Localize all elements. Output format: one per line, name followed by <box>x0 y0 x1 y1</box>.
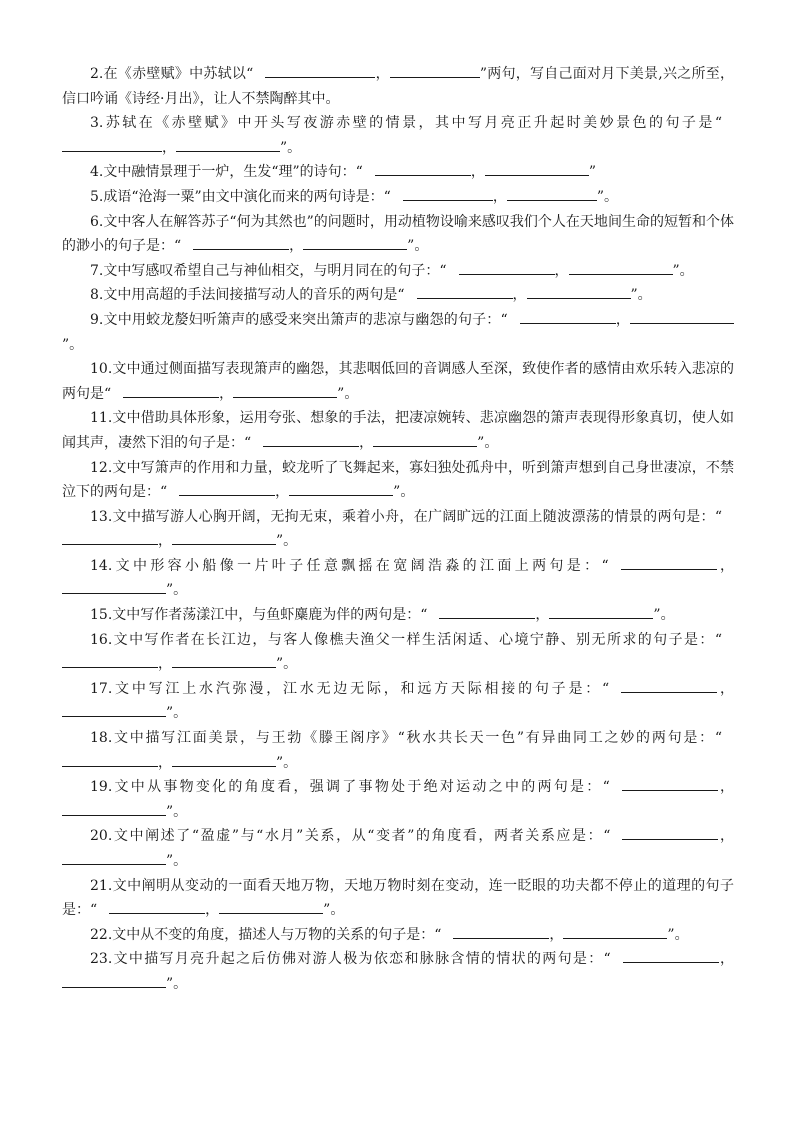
question-text: ， <box>158 533 172 550</box>
question-3 <box>62 111 734 160</box>
question-text: 18.文中描写江面美景，与王勃《滕王阁序》“秋水共长天一色”有异曲同工之妙的两句是：“ <box>90 730 722 747</box>
fill-blank-2[interactable] <box>485 161 589 176</box>
fill-blank-2[interactable] <box>62 850 166 865</box>
question-text: 3.苏轼在《赤壁赋》中开头写夜游赤壁的情景，其中写月亮正升起时美妙景色的句子是“ <box>90 115 722 132</box>
question-text: ， <box>219 385 234 402</box>
question-text: ， <box>289 238 304 255</box>
question-text: ”。 <box>672 262 694 279</box>
question-text: ”。 <box>407 238 429 255</box>
question-text: ”。 <box>653 607 675 624</box>
fill-blank-2[interactable] <box>549 604 653 619</box>
fill-blank-1[interactable] <box>62 752 158 767</box>
question-text: ”。 <box>477 434 499 451</box>
question-text: ， <box>275 484 290 501</box>
question-text: 14.文中形容小船像一片叶子任意飘摇在宽阔浩淼的江面上两句是：“ <box>90 557 609 574</box>
question-14 <box>62 554 734 603</box>
fill-blank-2[interactable] <box>172 530 276 545</box>
question-5 <box>62 185 734 210</box>
question-text: 5.成语“沧海一粟”由文中演化而来的两句诗是：“ <box>90 188 391 205</box>
question-text: ”。 <box>62 336 84 353</box>
question-text: 16.文中写作者在长江边，与客人像樵夫渔父一样生活闲适、心境宁静、别无所求的句子是：“ <box>90 631 722 648</box>
fill-blank-2[interactable] <box>62 579 166 594</box>
fill-blank-1[interactable] <box>623 948 719 963</box>
question-text: ”。 <box>276 754 298 771</box>
question-text: ， <box>375 66 390 82</box>
question-11 <box>62 406 734 455</box>
fill-blank-2[interactable] <box>176 137 280 152</box>
question-6 <box>62 210 734 259</box>
fill-blank-1[interactable] <box>520 309 616 324</box>
question-text: ”。 <box>166 853 188 869</box>
question-text: 9.文中用蛟龙嫠妇听箫声的感受来突出箫声的悲凉与幽怨的句子：“ <box>90 311 508 328</box>
question-text: ， <box>470 164 485 181</box>
question-text: 11.文中借助具体形象，运用夸张、想象的手法，把凄凉婉转、悲凉幽怨的箫声表现得形象真切，使人如闻其声，凄然下泪的句子是：“ <box>62 410 734 451</box>
fill-blank-2[interactable] <box>390 63 480 78</box>
question-text: ， <box>158 754 172 771</box>
fill-blank-1[interactable] <box>193 235 289 250</box>
question-text: ”。 <box>596 188 618 205</box>
fill-blank-1[interactable] <box>417 284 513 299</box>
question-text: ”。 <box>276 656 298 673</box>
fill-blank-2[interactable] <box>62 702 166 717</box>
question-text: ， <box>359 434 374 451</box>
question-text: 4.文中融情景理于一炉，生发“理”的诗句：“ <box>90 164 363 181</box>
question-text: ”。 <box>280 139 302 156</box>
question-text: ， <box>512 287 527 304</box>
question-text: 22.文中从不变的角度，描述人与万物的关系的句子是：“ <box>90 926 442 943</box>
fill-blank-2[interactable] <box>172 653 276 668</box>
question-17 <box>62 677 734 726</box>
fill-blank-1[interactable] <box>439 604 535 619</box>
question-text: ”。 <box>393 484 415 501</box>
fill-blank-1[interactable] <box>123 383 219 398</box>
question-text: ”。 <box>323 902 345 919</box>
question-20 <box>62 824 734 873</box>
question-text: ， <box>718 951 734 968</box>
fill-blank-2[interactable] <box>527 284 631 299</box>
question-text: 12.文中写箫声的作用和力量，蛟龙听了飞舞起来，寡妇独处孤舟中，听到箫声想到自己身世凄凉，不禁泣下的两句是：“ <box>62 459 734 501</box>
question-text: 15.文中写作者荡漾江中，与鱼虾麋鹿为伴的两句是：“ <box>90 607 428 624</box>
question-23 <box>62 947 734 996</box>
question-4 <box>62 160 734 185</box>
fill-blank-1[interactable] <box>621 555 717 570</box>
question-16 <box>62 628 734 677</box>
question-text: 20.文中阐述了“盈虚”与“水月”关系，从“变者”的角度看，两者关系应是：“ <box>90 828 611 845</box>
question-text: ， <box>615 311 631 328</box>
question-text: ， <box>549 926 564 943</box>
fill-blank-1[interactable] <box>62 653 158 668</box>
question-text: ”两句，写自己面对月下美景,兴之所至，信口吟诵《诗经·月出》，让人不禁陶醉其中。 <box>62 66 735 107</box>
question-text: ， <box>717 680 735 697</box>
fill-blank-1[interactable] <box>453 924 549 939</box>
question-text: ， <box>717 779 735 796</box>
fill-blank-1[interactable] <box>62 137 162 152</box>
fill-blank-1[interactable] <box>265 63 375 78</box>
fill-blank-1[interactable] <box>179 481 275 496</box>
fill-blank-1[interactable] <box>621 678 717 693</box>
question-text: ”。 <box>166 705 188 722</box>
question-text: ， <box>158 656 172 673</box>
fill-blank-2[interactable] <box>172 752 276 767</box>
fill-blank-1[interactable] <box>109 899 205 914</box>
fill-blank-1[interactable] <box>62 530 158 545</box>
fill-blank-2[interactable] <box>289 481 393 496</box>
question-text: 8.文中用高超的手法间接描写动人的音乐的两句是“ <box>90 287 405 304</box>
fill-blank-1[interactable] <box>622 776 718 791</box>
question-text: 19.文中从事物变化的角度看，强调了事物处于绝对运动之中的两句是：“ <box>90 779 610 796</box>
question-text: 10.文中通过侧面描写表现箫声的幽怨，其悲咽低回的音调感人至深，致使作者的感情由欢乐转入悲凉的两句是“ <box>62 361 734 402</box>
question-text: ”。 <box>337 385 359 402</box>
question-text: ， <box>162 139 176 156</box>
fill-blank-2[interactable] <box>303 235 407 250</box>
fill-blank-2[interactable] <box>507 186 597 201</box>
question-text: ， <box>205 902 220 919</box>
question-text: ”。 <box>166 803 188 820</box>
fill-blank-1[interactable] <box>622 825 718 840</box>
fill-blank-2[interactable] <box>62 801 166 816</box>
fill-blank-1[interactable] <box>459 260 555 275</box>
fill-blank-2[interactable] <box>62 973 166 988</box>
question-text: ”。 <box>667 926 689 943</box>
question-text: 21.文中阐明从变动的一面看天地万物，天地万物时刻在变动，连一眨眼的功夫都不停止的道理的句子是：“ <box>62 877 734 919</box>
question-10 <box>62 357 734 406</box>
fill-blank-2[interactable] <box>233 383 337 398</box>
question-text: ， <box>716 557 735 574</box>
fill-blank-2[interactable] <box>563 924 667 939</box>
question-text: 7.文中写感叹希望自己与神仙相交，与明月同在的句子：“ <box>90 262 447 279</box>
question-18 <box>62 726 734 775</box>
question-text: ”。 <box>630 287 652 304</box>
question-15 <box>62 603 734 628</box>
question-22 <box>62 923 734 948</box>
fill-blank-1[interactable] <box>263 432 359 447</box>
question-text: ， <box>535 607 550 624</box>
fill-blank-2[interactable] <box>569 260 673 275</box>
question-text: ， <box>554 262 569 279</box>
question-9 <box>62 308 734 357</box>
fill-blank-2[interactable] <box>219 899 323 914</box>
question-text: ”。 <box>166 582 188 599</box>
question-text: 13.文中描写游人心胸开阔，无拘无束，乘着小舟，在广阔旷远的江面上随波漂荡的情景的两句是：“ <box>90 508 722 525</box>
question-text: 2.在《赤壁赋》中苏轼以“ <box>90 66 254 82</box>
question-text: ”。 <box>276 533 298 550</box>
question-text: ， <box>492 188 507 205</box>
fill-blank-1[interactable] <box>375 161 471 176</box>
question-text: 23.文中描写月亮升起之后仿佛对游人极为依恋和脉脉含情的情状的两句是：“ <box>90 951 611 968</box>
question-8 <box>62 283 734 308</box>
fill-blank-2[interactable] <box>630 309 734 324</box>
question-text: ， <box>718 828 734 845</box>
question-19 <box>62 775 734 824</box>
question-2 <box>62 62 734 111</box>
worksheet <box>62 62 734 997</box>
question-21 <box>62 874 734 923</box>
fill-blank-1[interactable] <box>403 186 493 201</box>
question-12 <box>62 456 734 505</box>
question-text: 6.文中客人在解答苏子“何为其然也”的问题时，用动植物设喻来感叹我们个人在天地间生命的短暂和个体的渺小的句子是：“ <box>62 213 734 255</box>
question-text: 17.文中写江上水汽弥漫，江水无边无际，和远方天际相接的句子是：“ <box>90 680 610 697</box>
fill-blank-2[interactable] <box>373 432 477 447</box>
question-text: ” <box>588 164 596 181</box>
question-13 <box>62 505 734 554</box>
question-7 <box>62 259 734 284</box>
question-text: ”。 <box>166 975 188 992</box>
